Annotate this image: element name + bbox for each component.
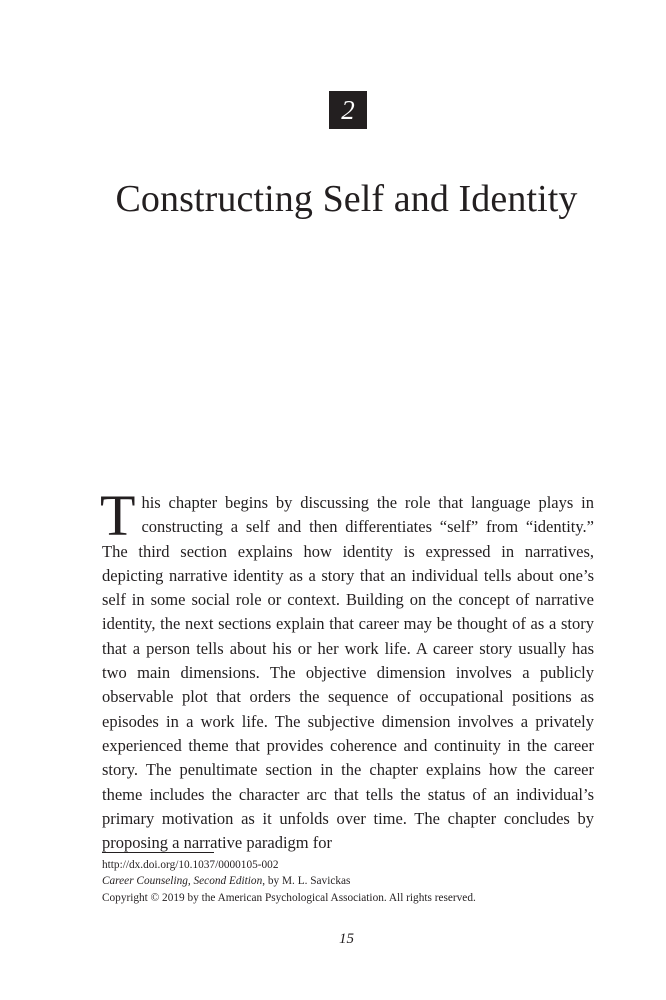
- drop-cap-letter: T: [100, 483, 136, 548]
- book-title: Career Counseling, Second Edition: [102, 875, 263, 888]
- footnote-divider: [102, 852, 214, 853]
- doi-link[interactable]: http://dx.doi.org/10.1037/0000105-002: [102, 859, 279, 871]
- body-paragraph: [100, 483, 594, 855]
- page-number: 15: [339, 931, 354, 947]
- book-author: , by M. L. Savickas: [262, 875, 351, 888]
- citation-line: [102, 873, 602, 889]
- footnotes: [102, 857, 602, 906]
- paragraph-text: his chapter begins by discussing the role that language plays in constructing a self and then differentiates “self” from “identity.” The third section explains how identity is expressed in narratives, depicting narrative identity as a story that an individual tells about one’s self in some social role or context. Building on the concept of narrative identity, the next sections explain that career may be thought of as a story that a person tells about his or her work life. A career story usually has two main dimensions. The objective dimension involves a publicly observable plot that orders the sequence of occupational positions as episodes in a work life. The subjective dimension involves a privately experienced theme that provides coherence and continuity in the career story. The penultimate section in the chapter explains how the career theme includes the character arc that tells the status of an individual’s primary motivation as it unfolds over time. The chapter concludes by proposing a narrative paradigm for: [102, 493, 594, 853]
- chapter-number-badge: 2: [329, 91, 367, 129]
- chapter-title: Constructing Self and Identity: [115, 178, 578, 220]
- copyright-line: Copyright © 2019 by the American Psychological Association. All rights reserved.: [102, 891, 476, 904]
